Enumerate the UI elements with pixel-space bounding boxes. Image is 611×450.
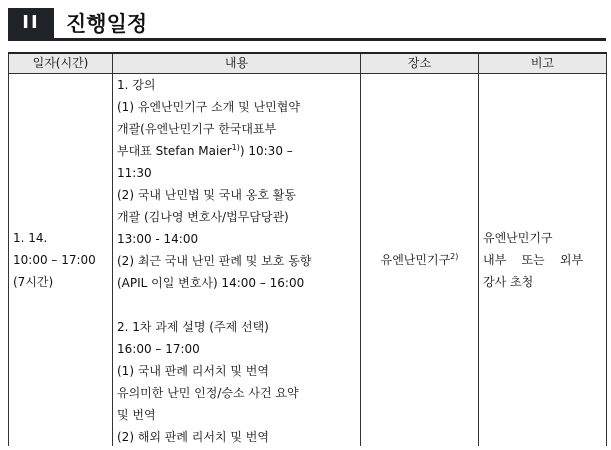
content-line-tail: ) 10:30 – <box>239 144 293 158</box>
content-line: 유의미한 난민 인정/승소 사건 요약 <box>117 386 299 400</box>
section-header-rule <box>8 38 606 41</box>
note-line: 내부 또는 외부 <box>483 253 584 267</box>
content-blank-line <box>117 294 356 316</box>
schedule-header-row <box>9 53 607 74</box>
duration-line: (7시간) <box>13 275 54 289</box>
content-line: (2) 해외 판례 리서치 및 번역 <box>117 430 269 444</box>
content-line: 개괄(유엔난민기구 한국대표부 <box>117 122 277 136</box>
content-line: (2) 최근 국내 난민 판례 및 보호 동향 <box>117 254 312 268</box>
note-cell <box>479 74 607 447</box>
section-header <box>8 8 606 42</box>
time-line: 10:00 – 17:00 <box>13 253 96 267</box>
footnote-marker: 1) <box>231 143 240 152</box>
header-content: 내용 <box>113 53 361 74</box>
header-note: 비고 <box>479 53 607 74</box>
place-text: 유엔난민기구 <box>380 253 451 267</box>
date-line: 1. 14. <box>13 231 48 245</box>
place-cell <box>361 74 479 447</box>
note-line: 유엔난민기구 <box>483 231 553 245</box>
content-line: (2) 국내 난민법 및 국내 옹호 활동 <box>117 188 296 202</box>
content-line: 2. 1차 과제 설명 (주제 선택) <box>117 320 269 334</box>
content-line-with-footnote <box>117 140 356 162</box>
schedule-row <box>9 74 607 447</box>
content-line: (1) 유엔난민기구 소개 및 난민협약 <box>117 100 300 114</box>
header-date: 일자(시간) <box>9 53 113 74</box>
content-line: 16:00 – 17:00 <box>117 342 200 356</box>
section-number-badge: II <box>8 8 54 38</box>
content-line: 11:30 <box>117 166 152 180</box>
footnote-marker: 2) <box>450 252 459 261</box>
note-line: 강사 초청 <box>483 275 534 289</box>
content-line: (1) 국내 판례 리서치 및 번역 <box>117 364 269 378</box>
section-title: 진행일정 <box>66 12 148 36</box>
schedule-table <box>8 52 607 446</box>
content-line: 1. 강의 <box>117 78 156 92</box>
date-cell <box>9 74 113 447</box>
content-cell <box>113 74 361 447</box>
content-line: 개괄 (김나영 변호사/법무담당관) <box>117 210 289 224</box>
content-line: 및 번역 <box>117 408 156 422</box>
content-line-text: 부대표 Stefan Maier <box>117 144 232 158</box>
content-line: (APIL 이일 변호사) 14:00 – 16:00 <box>117 276 305 290</box>
content-line: 13:00 - 14:00 <box>117 232 199 246</box>
header-place: 장소 <box>361 53 479 74</box>
